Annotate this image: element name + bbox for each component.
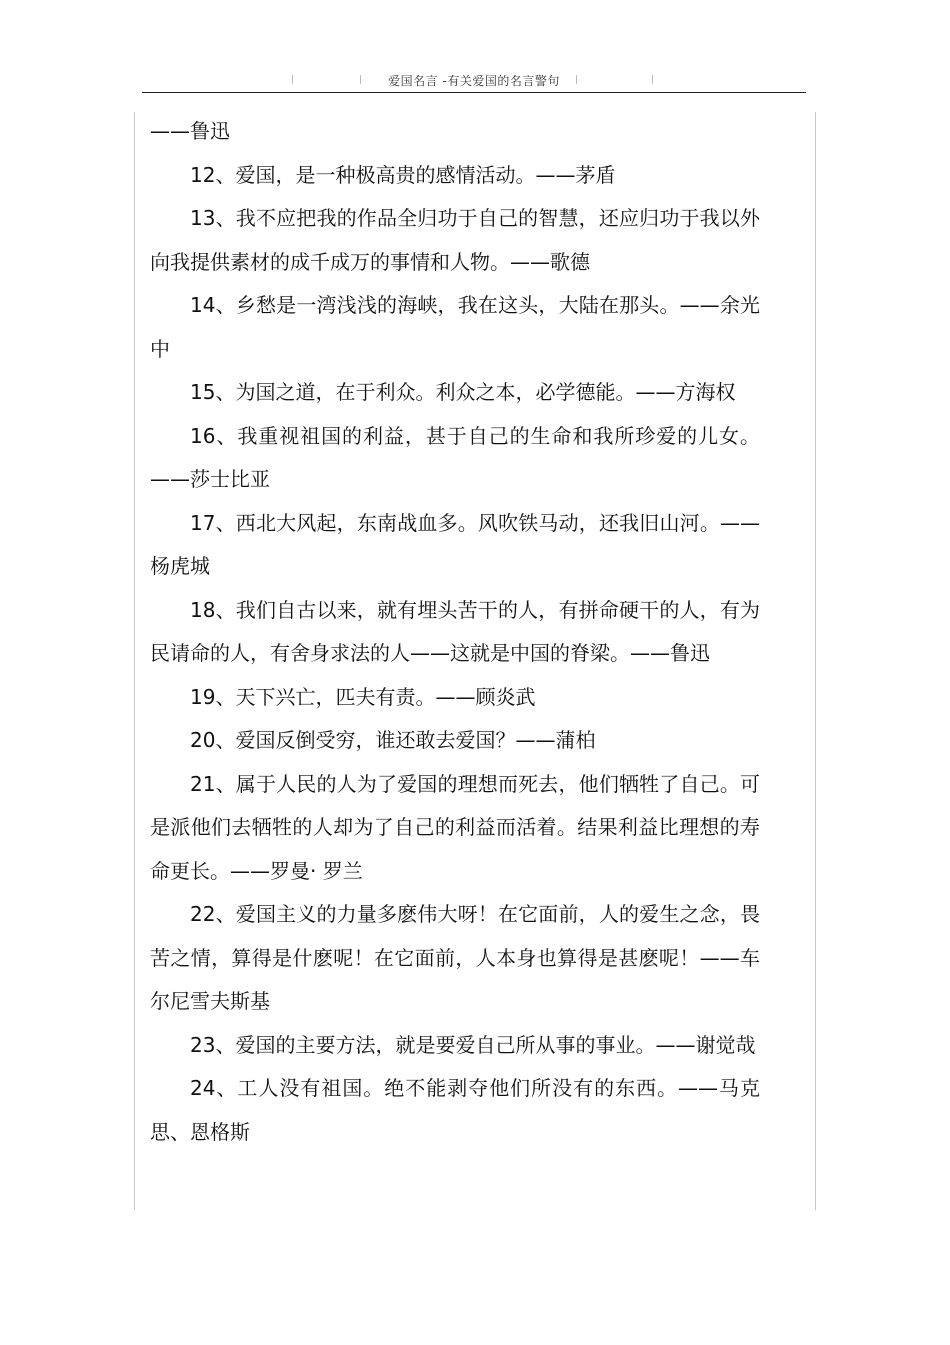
quote-item: 14、乡愁是一湾浅浅的海峡，我在这头，大陆在那头。——余光中: [150, 293, 760, 361]
quote-item: 22、爱国主义的力量多麽伟大呀！在它面前，人的爱生之念，畏苦之情，算得是什麽呢！在它面前，人本身也算得是甚麽呢！——车尔尼雪夫斯基: [150, 902, 760, 1013]
left-margin-line: [134, 112, 135, 1210]
quote-item: 17、西北大风起，东南战血多。风吹铁马动，还我旧山河。——杨虎城: [150, 510, 760, 578]
quote-item: 24、工人没有祖国。绝不能剥夺他们所没有的东西。——马克思、恩格斯: [150, 1076, 760, 1144]
right-margin-line: [815, 112, 816, 1210]
quote-item: 21、属于人民的人为了爱国的理想而死去，他们牺牲了自己。可是派他们去牺牲的人却为了自己的利益而活着。结果利益比理想的寿命更长。——罗曼· 罗兰: [150, 771, 760, 883]
header-title: 爱国名言 -有关爱国的名言警句: [388, 74, 560, 88]
quote-continuation: ——鲁迅: [150, 119, 230, 143]
quote-list: [150, 110, 760, 1154]
quote-item: 13、我不应把我的作品全归功于自己的智慧，还应归功于我以外向我提供素材的成千成万的事情和人物。——歌德: [150, 206, 760, 274]
quote-item: 12、爱国，是一种极高贵的感情活动。——茅盾: [190, 162, 616, 187]
quote-item: 15、为国之道，在于利众。利众之本，必学德能。——方海权: [190, 380, 736, 404]
quote-item: 23、爱国的主要方法，就是要爱自己所从事的事业。——谢觉哉: [190, 1032, 756, 1057]
page-header: [142, 66, 806, 93]
quote-item: 18、我们自古以来，就有埋头苦干的人，有拼命硬干的人，有为民请命的人，有舍身求法的人——这就是中国的脊梁。——鲁迅: [150, 597, 760, 665]
quote-item: 20、爱国反倒受穷，谁还敢去爱国？——蒲柏: [190, 728, 596, 752]
quote-item: 19、天下兴亡，匹夫有责。——顾炎武: [190, 684, 536, 709]
quote-item: 16、我重视祖国的利益，甚于自己的生命和我所珍爱的儿女。——莎士比亚: [150, 423, 760, 491]
